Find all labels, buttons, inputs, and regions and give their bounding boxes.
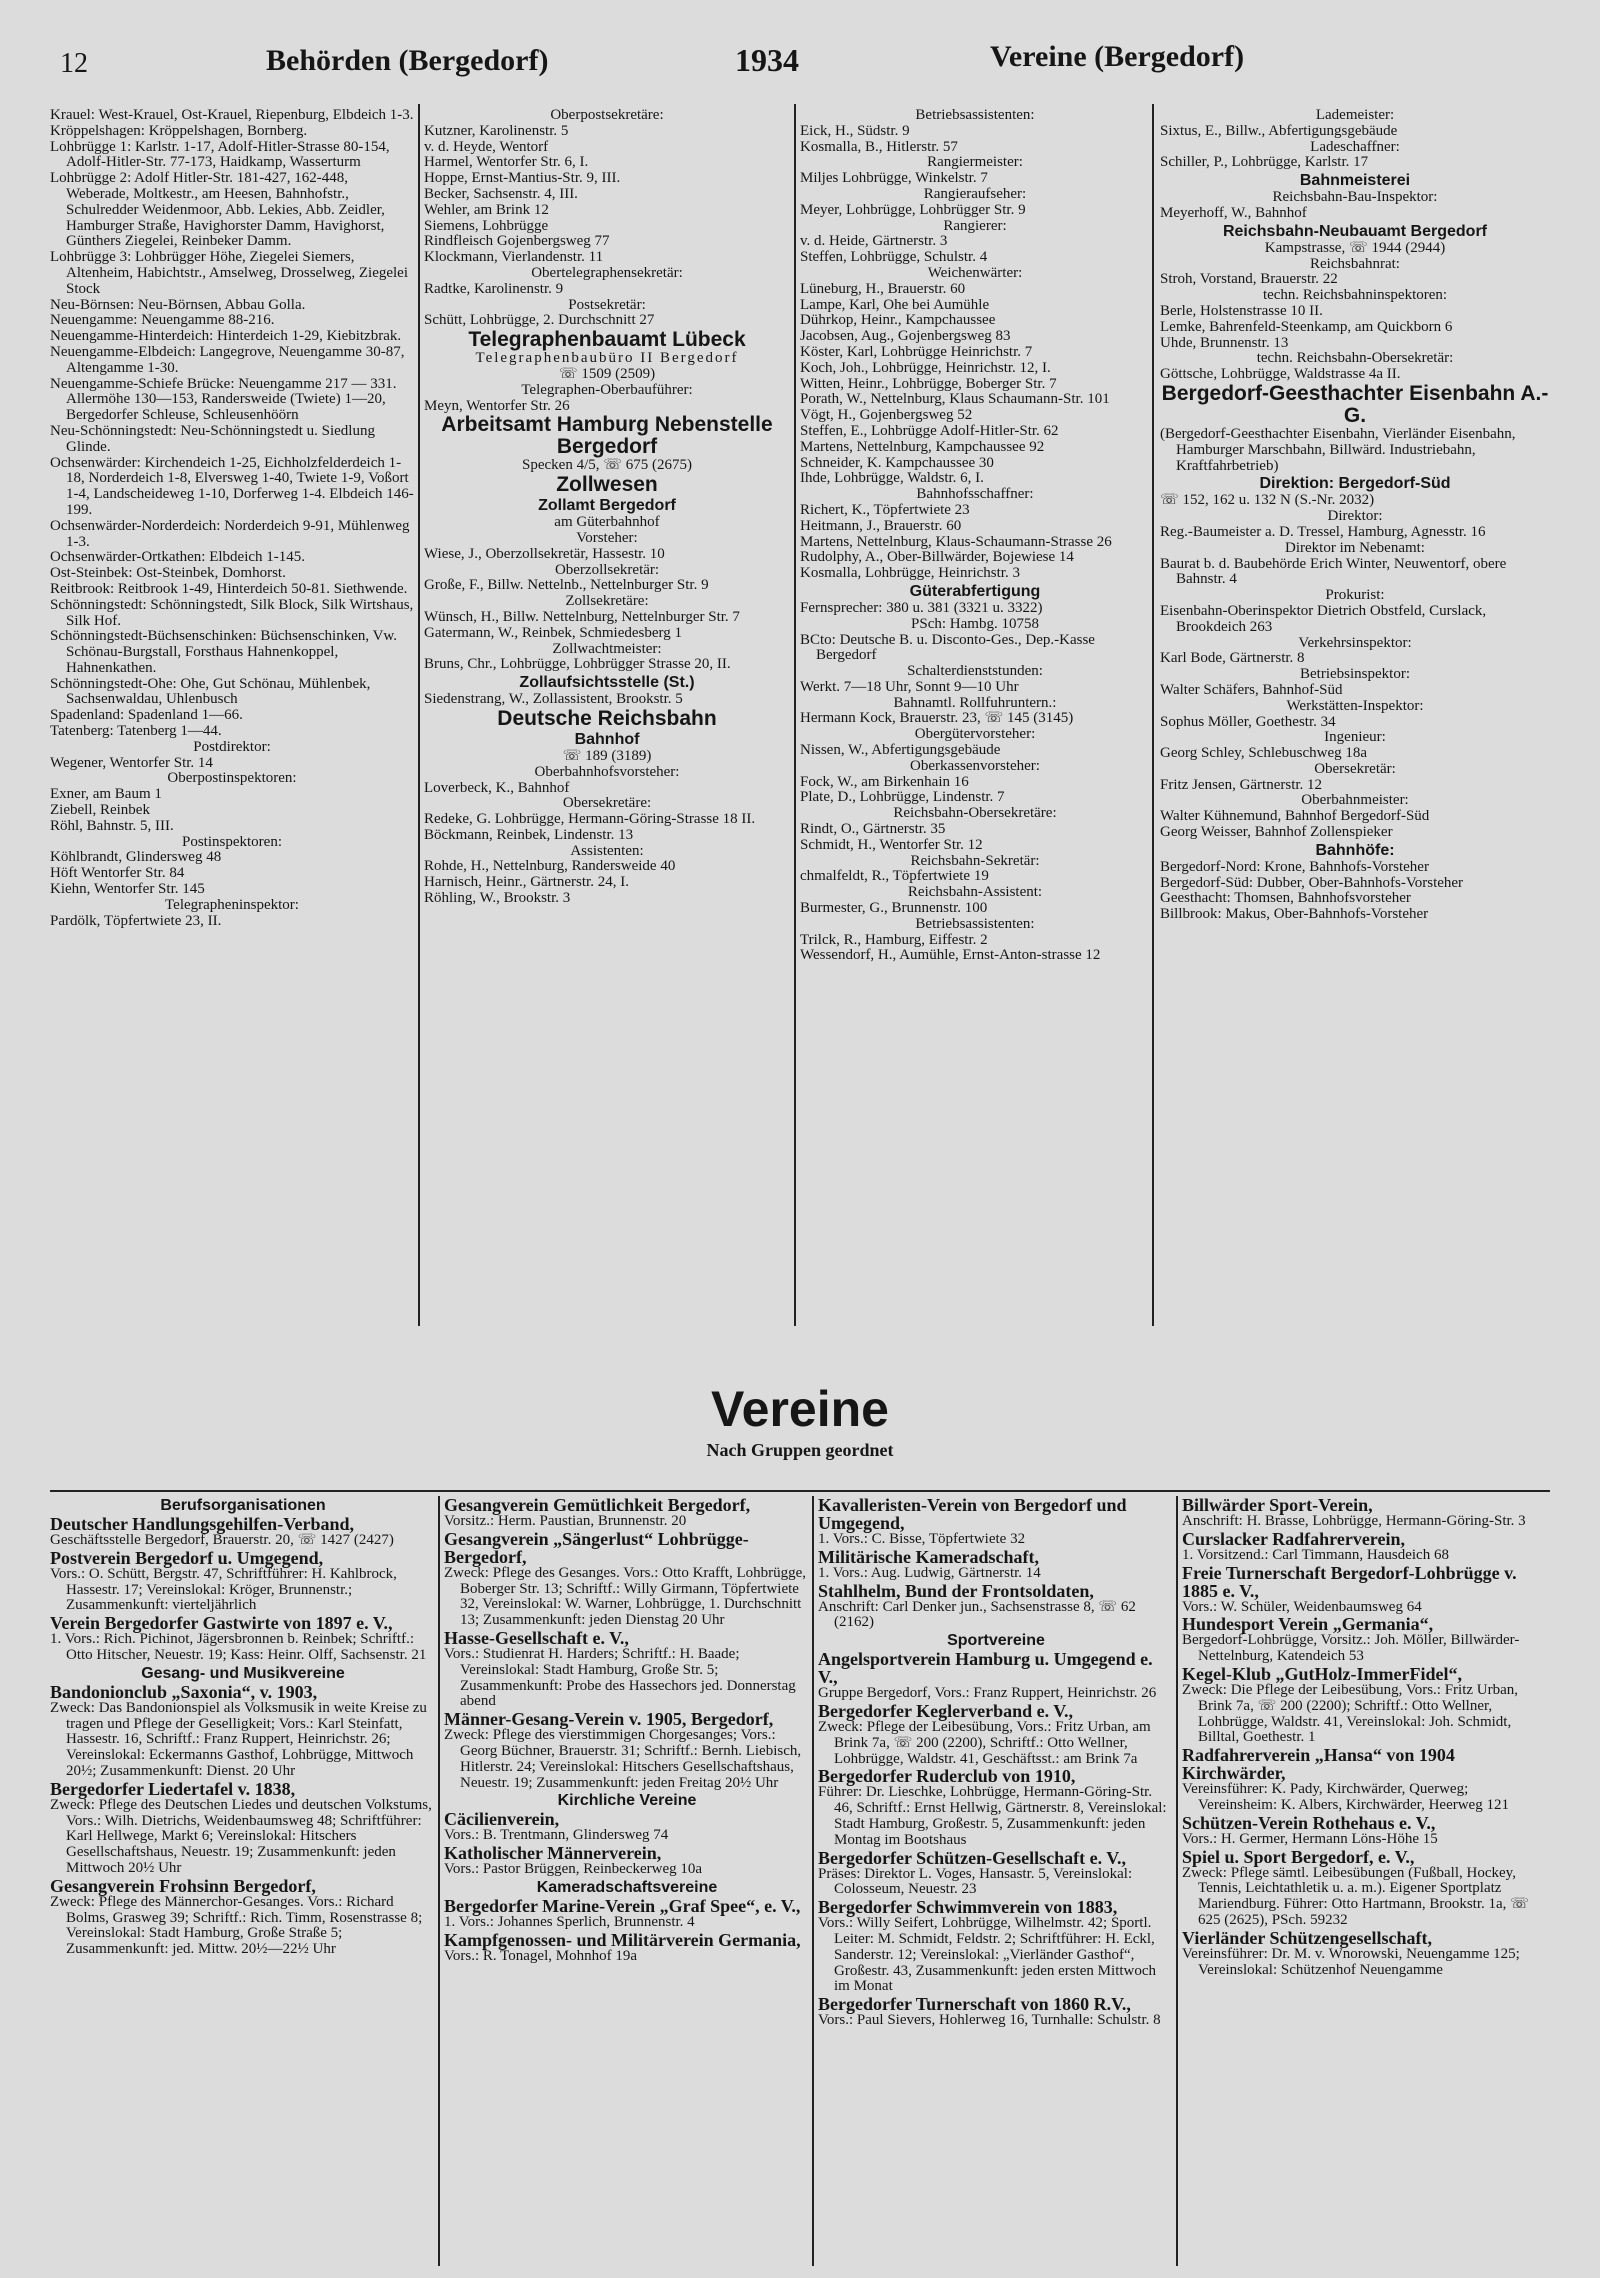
section-heading: Kameradschaftsvereine [536, 1878, 718, 1896]
page-number: 12 [60, 48, 88, 79]
entry: Radtke, Karolinenstr. 9 [424, 280, 564, 297]
section-heading: Zollamt Bergedorf [538, 497, 676, 515]
right-running-title: Vereine (Bergedorf) [990, 40, 1245, 73]
entry: Zweck: Das Bandonionspiel als Volksmusik in weite Kreise zu tragen und Pflege der Geselligkeit; Vors.: Karl Steinfatt, Hassestr. 16, Schriftf.: Franz Ruppert, Heinrichstr. 26; Vereinslokal: Eckermanns Gasthof, Lohbrügge, Mittwoch 20½; Zusammenkunft: Dienst. 20 Uhr [50, 1699, 427, 1779]
entry-name: Kavalleristen-Verein von Bergedorf und Umgegend, [818, 1496, 1127, 1533]
entry: Kosmalla, Lohbrügge, Heinrichstr. 3 [800, 565, 1020, 582]
entry-name: Gesangverein Gemütlichkeit Bergedorf, [444, 1496, 751, 1515]
entry: Vögt, H., Gojenbergsweg 52 [800, 407, 973, 424]
section-heading: Zollaufsichtsstelle (St.) [519, 674, 695, 692]
role-label: Ladeschaffner: [1310, 138, 1400, 155]
entry: v. d. Heide, Gärtnerstr. 3 [800, 233, 948, 250]
section-heading: Bahnmeisterei [1299, 172, 1411, 190]
role-label: ☏ 1509 (2509) [558, 365, 656, 382]
entry: Loverbeck, K., Bahnhof [424, 779, 570, 796]
column-3 [800, 108, 1150, 1338]
role-label: Bahnhofsschaffner: [916, 486, 1034, 503]
entry: Röhl, Bahnstr. 5, III. [50, 817, 174, 834]
role-label: Oberkassenvorsteher: [910, 757, 1040, 774]
entry-name: Bergedorfer Keglerverband e. V., [818, 1700, 1073, 1721]
entry: Reitbrook: Reitbrook 1-49, Hinterdeich 50-81. Siethwende. [50, 580, 408, 597]
entry: Bergedorf-Lohbrügge, Vorsitz.: Joh. Möller, Billwärder-Nettelnburg, Katendeich 53 [1182, 1632, 1520, 1665]
entry: Ochsenwärder-Ortkathen: Elbdeich 1-145. [50, 549, 306, 566]
entry: Schneider, K. Kampchaussee 30 [800, 454, 994, 471]
role-label: Reichsbahn-Obersekretäre: [893, 805, 1057, 822]
entry: Gruppe Bergedorf, Vors.: Franz Ruppert, Heinrichstr. 26 [818, 1685, 1157, 1702]
entry: Uhde, Brunnenstr. 13 [1160, 334, 1289, 351]
entry: Georg Schley, Schlebuschweg 18a [1160, 745, 1368, 762]
entry: Anschrift: H. Brasse, Lohbrügge, Hermann-Göring-Str. 3 [1182, 1513, 1526, 1529]
entry: BCto: Deutsche B. u. Disconto-Ges., Dep.-Kasse Bergedorf [800, 631, 1095, 664]
column-divider [418, 104, 420, 1326]
entry: Meyn, Wentorfer Str. 26 [424, 397, 570, 414]
entry: Vors.: H. Germer, Hermann Löns-Höhe 15 [1182, 1830, 1438, 1847]
entry: Ochsenwärder: Kirchendeich 1-25, Eichholzfelderdeich 1-18, Norderdeich 1-8, Elversweg 1-40, Twiete 1-9, Voßort 1-4, Landscheideweg 1-10, Dorferweg 1-4. Elbdeich 146-199. [50, 454, 414, 518]
entry: Lüneburg, H., Brauerstr. 60 [800, 280, 966, 297]
entry-name: Vierländer Schützengesellschaft, [1182, 1927, 1432, 1948]
role-label: Verkehrsinspektor: [1298, 634, 1412, 651]
vereine-column-1 [50, 1496, 436, 2266]
vereine-subtitle: Nach Gruppen geordnet [706, 1440, 894, 1460]
vereine-title: Vereine [711, 1381, 889, 1437]
role-label: Obergütervorsteher: [914, 726, 1036, 743]
entry: Baurat b. d. Baubehörde Erich Winter, Neuwentorf, obere Bahnstr. 4 [1160, 555, 1507, 588]
entry: Vors.: Studienrat H. Harders; Schriftf.: H. Baade; Vereinslokal: Stadt Hamburg, Große Str. 5; Zusammenkunft: Probe des Hassechors jed. Donnerstag abend [444, 1645, 796, 1710]
role-label: Schalterdienststunden: [907, 663, 1043, 680]
entry: (Bergedorf-Geesthachter Eisenbahn, Vierländer Eisenbahn, Hamburger Marschbahn, Billwärd. Industriebahn, Kraftfahrbetrieb) [1160, 425, 1516, 474]
entry: Neuengamme-Hinterdeich: Hinterdeich 1-29, Kiebitzbrak. [50, 328, 402, 345]
entry: Trilck, R., Hamburg, Eiffestr. 2 [800, 931, 988, 948]
entry-name: Curslacker Radfahrerverein, [1182, 1528, 1405, 1549]
role-label: am Güterbahnhof [554, 514, 660, 531]
role-label: ☏ 189 (3189) [562, 747, 652, 764]
entry: Neuengamme-Schiefe Brücke: Neuengamme 217 — 331. Allermöhe 130—153, Randersweide (Twiete) 1—20, Bergedorfer Schleuse, Schleusenhöörn [50, 375, 397, 424]
section-heading: Arbeitsamt Hamburg Nebenstelle Bergedorf [441, 413, 773, 459]
entry: Klockmann, Vierlandenstr. 11 [424, 249, 604, 266]
column-4 [1160, 108, 1550, 1338]
entry: Pardölk, Töpfertwiete 23, II. [50, 912, 222, 929]
entry: Martens, Nettelnburg, Kampchaussee 92 [800, 438, 1045, 455]
role-label: Werkstätten-Inspektor: [1286, 697, 1424, 714]
column-divider [438, 1496, 440, 2266]
entry: Reg.-Baumeister a. D. Tressel, Hamburg, Agnesstr. 16 [1160, 523, 1486, 540]
entry-name: Freie Turnerschaft Bergedorf-Lohbrügge v. 1885 e. V., [1182, 1562, 1517, 1601]
column-2 [424, 108, 790, 1338]
section-heading: Bahnhöfe: [1315, 841, 1395, 859]
entry: Vors.: Paul Sievers, Hohlerweg 16, Turnhalle: Schulstr. 8 [818, 2012, 1161, 2029]
entry: Nissen, W., Abfertigungsgebäude [800, 742, 1001, 759]
role-label: Obertelegraphensekretär: [531, 264, 683, 281]
left-running-title: Behörden (Bergedorf) [266, 44, 549, 77]
entry: Bergedorf-Süd: Dubber, Ober-Bahnhofs-Vorsteher [1160, 874, 1464, 891]
entry: Köhlbrandt, Glindersweg 48 [50, 849, 222, 866]
entry: Lampe, Karl, Ohe bei Aumühle [800, 296, 990, 313]
entry: Burmester, G., Brunnenstr. 100 [800, 900, 988, 917]
entry: Redeke, G. Lohbrügge, Hermann-Göring-Strasse 18 II. [424, 811, 756, 828]
vereine-column-2 [444, 1496, 810, 2266]
section-heading: Güterabfertigung [909, 582, 1041, 600]
role-label: Reichsbahn-Assistent: [907, 884, 1043, 901]
entry: Sophus Möller, Goethestr. 34 [1160, 713, 1336, 730]
entry: Vereinsführer: K. Pady, Kirchwärder, Querweg; Vereinsheim: K. Albers, Kirchwärder, Heerweg 121 [1182, 1781, 1509, 1813]
entry: Präses: Direktor L. Voges, Hansastr. 5, Vereinslokal: Colosseum, Neuestr. 23 [818, 1865, 1133, 1898]
entry: Karl Bode, Gärtnerstr. 8 [1160, 650, 1305, 667]
entry: 1. Vors.: Johannes Sperlich, Brunnenstr. 4 [444, 1913, 695, 1930]
entry: Berle, Holstenstrasse 10 II. [1160, 302, 1323, 319]
entry: Ihde, Lohbrügge, Waldstr. 6, I. [800, 470, 984, 487]
entry: Wehler, am Brink 12 [424, 201, 549, 218]
role-label: Direktor: [1327, 508, 1383, 525]
role-label: Oberbahnmeister: [1301, 792, 1409, 809]
entry: Wessendorf, H., Aumühle, Ernst-Anton-strasse 12 [800, 947, 1101, 964]
role-label: Betriebsassistenten: [915, 915, 1035, 932]
role-label: Vorsteher: [576, 529, 638, 546]
entry: Neuengamme: Neuengamme 88-216. [50, 312, 275, 329]
entry: Lohbrügge 3: Lohbrügger Höhe, Ziegelei Siemers, Altenheim, Habichtstr., Amselweg, Drosselweg, Ziegelei Stock [50, 249, 409, 297]
entry: 1. Vorsitzend.: Carl Timmann, Hausdeich 68 [1182, 1546, 1449, 1563]
role-label: Rangierer: [943, 217, 1007, 234]
section-heading: Reichsbahn-Neubauamt Bergedorf [1222, 222, 1488, 240]
entry-name: Cäcilienverein, [444, 1809, 560, 1830]
entry: Wünsch, H., Billw. Nettelnburg, Nettelnburger Str. 7 [424, 608, 740, 625]
entry: Zweck: Die Pflege der Leibesübung, Vors.: Fritz Urban, Brink 7a, ☏ 200 (2200); Schriftf.: Otto Wellner, Lohbrügge, Waldstr. 41, Vereinslokal: Joh. Schmidt, Billtal, Goethestr. 1 [1182, 1681, 1519, 1746]
entry-name: Bergedorfer Turnerschaft von 1860 R.V., [818, 1994, 1131, 2015]
entry: Zweck: Pflege des Gesanges. Vors.: Otto Krafft, Lohbrügge, Boberger Str. 13; Schriftf.: Willy Girmann, Töpfertwiete 32, Vereinslokal: W. Warner, Lohbrügge, 1. Durchschnitt 13; Zusammenkunft: jeden Dienstag 20 Uhr [444, 1564, 807, 1629]
entry: Zweck: Pflege des Deutschen Liedes und deutschen Volkstums, Vors.: Wilh. Dietrichs, Weidenbaumsweg 48; Schriftführer: Karl Hellwege, Markt 6; Vereinslokal: Hitschers Gesellschaftshaus, Neuestr. 19; Zusammenkunft: jeden Mittwoch 20½ Uhr [50, 1796, 432, 1876]
entry: Hermann Kock, Brauerstr. 23, ☏ 145 (3145) [800, 710, 1074, 727]
entry: Walter Kühnemund, Bahnhof Bergedorf-Süd [1160, 808, 1430, 825]
entry: Kröppelshagen: Kröppelshagen, Bornberg. [50, 122, 308, 139]
role-label: Rangiermeister: [927, 154, 1023, 171]
entry-name: Angelsportverein Hamburg u. Umgegend e. V., [818, 1649, 1153, 1688]
entry-name: Spiel u. Sport Bergedorf, e. V., [1182, 1846, 1415, 1867]
entry: Stroh, Vorstand, Brauerstr. 22 [1160, 271, 1338, 288]
entry-name: Schützen-Verein Rothehaus e. V., [1182, 1812, 1436, 1833]
entry: 1. Vors.: Rich. Pichinot, Jägersbronnen b. Reinbek; Schriftf.: Otto Hitscher, Neuestr. 19; Kass: Heinr. Olff, Sachsenstr. 21 [50, 1631, 427, 1663]
entry-name: Hundesport Verein „Germania“, [1182, 1614, 1434, 1635]
section-heading: Direktion: Bergedorf-Süd [1259, 475, 1451, 493]
entry: Rindfleisch Gojenbergsweg 77 [424, 233, 610, 250]
vereine-column-4 [1182, 1496, 1550, 2266]
entry: Werkt. 7—18 Uhr, Sonnt 9—10 Uhr [800, 678, 1019, 695]
entry: Harnisch, Heinr., Gärtnerstr. 24, I. [424, 874, 629, 891]
entry: Meyer, Lohbrügge, Lohbrügger Str. 9 [800, 201, 1026, 218]
entry: chmalfeldt, R., Töpfertwiete 19 [800, 868, 989, 885]
entry: Neu-Börnsen: Neu-Börnsen, Abbau Golla. [50, 296, 306, 313]
section-heading: Deutsche Reichsbahn [497, 706, 717, 730]
entry: Neu-Schönningstedt: Neu-Schönningstedt u. Siedlung Glinde. [50, 422, 375, 455]
role-label: Betriebsinspektor: [1300, 666, 1410, 683]
entry: Anschrift: Carl Denker jun., Sachsenstrasse 8, ☏ 62 (2162) [818, 1598, 1136, 1631]
entry: Sixtus, E., Billw., Abfertigungsgebäude [1160, 122, 1398, 139]
entry-name: Militärische Kameradschaft, [818, 1546, 1039, 1567]
role-label: Reichsbahn-Sekretär: [910, 852, 1040, 869]
role-label: Ingenieur: [1324, 729, 1386, 746]
entry-name: Kampfgenossen- und Militärverein Germania, [444, 1929, 801, 1950]
entry: Georg Weisser, Bahnhof Zollenspieker [1160, 824, 1393, 841]
entry: Bergedorf-Nord: Krone, Bahnhofs-Vorsteher [1160, 858, 1429, 875]
entry: Hoppe, Ernst-Mantius-Str. 9, III. [424, 170, 621, 187]
entry: Schmidt, H., Wentorfer Str. 12 [800, 836, 983, 853]
role-label: Telegraphen-Oberbauführer: [521, 381, 693, 398]
role-label: Telegraphenbaubüro II Bergedorf [475, 350, 739, 367]
entry-name: Billwärder Sport-Verein, [1182, 1496, 1373, 1515]
role-label: Oberpostsekretäre: [550, 108, 664, 123]
entry: Harmel, Wentorfer Str. 6, I. [424, 154, 589, 171]
year-heading: 1934 [735, 42, 799, 78]
role-label: Direktor im Nebenamt: [1285, 539, 1425, 556]
entry-name: Katholischer Männerverein, [444, 1843, 662, 1864]
entry: Richert, K., Töpfertwiete 23 [800, 501, 970, 518]
vereine-column-3 [818, 1496, 1174, 2266]
entry: Vereinsführer: Dr. M. v. Wnorowski, Neuengamme 125; Vereinslokal: Schützenhof Neuengamme [1182, 1945, 1520, 1978]
column-1 [50, 108, 414, 1338]
entry: Jacobsen, Aug., Gojenbergsweg 83 [800, 328, 1011, 345]
page-header [0, 36, 1600, 82]
role-label: Reichsbahn-Bau-Inspektor: [1272, 189, 1438, 206]
entry: Zweck: Pflege sämtl. Leibesübungen (Fußball, Hockey, Tennis, Leichtathletik u. a. m.). Eigener Sportplatz Mariendburg. Führer: Otto Hartmann, Brookstr. 1a, ☏ 625 (2625), PSch. 59232 [1182, 1864, 1529, 1928]
section-rule [50, 1490, 1550, 1492]
entry: Ochsenwärder-Norderdeich: Norderdeich 9-91, Mühlenweg 1-3. [50, 517, 410, 550]
entry: Krauel: West-Krauel, Ost-Krauel, Riepenburg, Elbdeich 1-3. [50, 108, 414, 123]
entry: Bruns, Chr., Lohbrügge, Lohbrügger Strasse 20, II. [424, 656, 731, 673]
entry: Dührkop, Heinr., Kampchaussee [800, 312, 996, 329]
entry: Rudolphy, A., Ober-Billwärder, Bojewiese 14 [800, 549, 1074, 566]
entry-name: Radfahrerverein „Hansa“ von 1904 Kirchwärder, [1182, 1745, 1455, 1784]
role-label: Oberpostinspektoren: [167, 770, 297, 787]
entry-name: Bergedorfer Liedertafel v. 1838, [50, 1778, 296, 1799]
entry-name: Hasse-Gesellschaft e. V., [444, 1627, 629, 1648]
entry: Siedenstrang, W., Zollassistent, Brookstr. 5 [424, 691, 683, 708]
column-divider [1176, 1496, 1178, 2266]
entry: 1. Vors.: Aug. Ludwig, Gärtnerstr. 14 [818, 1564, 1041, 1581]
entry: Schiller, P., Lohbrügge, Karlstr. 17 [1160, 154, 1369, 171]
entry: Kosmalla, B., Hitlerstr. 57 [800, 138, 958, 155]
section-heading: Gesang- und Musikvereine [141, 1664, 345, 1682]
entry-name: Verein Bergedorfer Gastwirte von 1897 e. V., [50, 1613, 393, 1634]
section-heading: Telegraphenbauamt Lübeck [468, 328, 746, 352]
entry: Gatermann, W., Reinbek, Schmiedesberg 1 [424, 624, 683, 641]
role-label: Specken 4/5, ☏ 675 (2675) [522, 457, 692, 474]
entry: Fock, W., am Birkenhain 16 [800, 773, 969, 790]
entry: Exner, am Baum 1 [50, 786, 162, 803]
role-label: Oberbahnhofsvorsteher: [534, 763, 680, 780]
entry: Schönningstedt-Ohe: Ohe, Gut Schönau, Mühlenbek, Sachsenwaldau, Uhlenbusch [50, 675, 371, 708]
entry-name: Bergedorfer Marine-Verein „Graf Spee“, e. V., [444, 1895, 801, 1916]
entry: ☏ 152, 162 u. 132 N (S.-Nr. 2032) [1160, 492, 1375, 509]
entry: Vors.: Pastor Brüggen, Reinbeckerweg 10a [444, 1861, 703, 1878]
entry-name: Bandonionclub „Saxonia“, v. 1903, [50, 1681, 318, 1702]
entry: Böckmann, Reinbek, Lindenstr. 13 [424, 826, 634, 843]
entry: Schönningstedt-Büchsenschinken: Büchsenschinken, Vw. Schönau-Burgstall, Forsthaus Hahnenkoppel, Hahnenkathen. [50, 628, 398, 676]
column-divider [812, 1496, 814, 2266]
section-heading: Bahnhof [574, 730, 640, 748]
entry: Tatenberg: Tatenberg 1—44. [50, 723, 222, 740]
entry: Lohbrügge 2: Adolf Hitler-Str. 181-427, 162-448, Weberade, Moltkestr., am Heesen, Bahnhofstr., Schulredder Weidenmoor, Abb. Lekies, Abb. Zeidler, Hamburger Straße, Havighorster Damm, Havighorst, Günthers Ziegelei, Reinbeker Damm. [50, 170, 385, 250]
entry: Walter Schäfers, Bahnhof-Süd [1160, 681, 1343, 698]
role-label: Obersekretär: [1314, 760, 1396, 777]
entry: Vors.: W. Schüler, Weidenbaumsweg 64 [1182, 1598, 1422, 1615]
role-label: Kampstrasse, ☏ 1944 (2944) [1264, 239, 1446, 256]
role-label: techn. Reichsbahninspektoren: [1262, 287, 1448, 304]
column-divider [794, 104, 796, 1326]
entry: Billbrook: Makus, Ober-Bahnhofs-Vorsteher [1160, 906, 1429, 923]
role-label: Zollsekretäre: [565, 593, 649, 610]
entry: Plate, D., Lohbrügge, Lindenstr. 7 [800, 789, 1005, 806]
entry-name: Männer-Gesang-Verein v. 1905, Bergedorf, [444, 1709, 774, 1730]
role-label: Reichsbahnrat: [1310, 255, 1400, 272]
entry: Vors.: O. Schütt, Bergstr. 47, Schriftführer: H. Kahlbrock, Hassestr. 17; Vereinslokal: Kröger, Brunnenstr.; Zusammenkunft: vierteljährlich [50, 1565, 397, 1614]
entry: Steffen, Lohbrügge, Schulstr. 4 [800, 249, 988, 266]
entry: Meyerhoff, W., Bahnhof [1160, 204, 1307, 221]
role-label: Postinspektoren: [182, 833, 282, 850]
entry: Kutzner, Karolinenstr. 5 [424, 122, 569, 139]
entry: Eisenbahn-Oberinspektor Dietrich Obstfeld, Curslack, Brookdeich 263 [1160, 602, 1487, 635]
entry: Martens, Nettelnburg, Klaus-Schaumann-Strasse 26 [800, 533, 1112, 550]
entry: Vors.: Willy Seifert, Lohbrügge, Wilhelmstr. 42; Sportl. Leiter: M. Schmidt, Feldstr. 2; Schriftführer: H. Eckl, Sanderstr. 12; Vereinslokal: „Vierländer Gasthof“, Großestr. 43, Zusammenkunft: jeden ersten Mittwoch im Monat [818, 1915, 1157, 1995]
entry: Heitmann, J., Brauerstr. 60 [800, 517, 962, 534]
entry: Kiehn, Wentorfer Str. 145 [50, 881, 205, 898]
entry-name: Gesangverein „Sängerlust“ Lohbrügge-Bergedorf, [444, 1528, 749, 1567]
entry: Fritz Jensen, Gärtnerstr. 12 [1160, 776, 1323, 793]
entry: Höft Wentorfer Str. 84 [50, 865, 185, 882]
entry: Zweck: Pflege des vierstimmigen Chorgesanges; Vors.: Georg Büchner, Brauerstr. 31; Schriftf.: Bernh. Liebisch, Hitlerstr. 24; Vereinslokal: Hitschers Gesellschaftshaus, Neuestr. 19; Zusammenkunft: jeden Freitag 20½ Uhr [444, 1727, 802, 1791]
entry: Zweck: Pflege der Leibesübung, Vors.: Fritz Urban, am Brink 7a, ☏ 200 (2200), Schriftf.: Otto Wellner, Lohbrügge, Waldstr. 41, Geschäftsst.: am Brink 7a [818, 1718, 1151, 1767]
entry: Wegener, Wentorfer Str. 14 [50, 754, 213, 771]
entry: Große, F., Billw. Nettelnb., Nettelnburger Str. 9 [424, 577, 709, 594]
role-label: Rangieraufseher: [923, 185, 1027, 202]
role-label: Telegrapheninspektor: [165, 896, 299, 913]
entry: Rohde, H., Nettelnburg, Randersweide 40 [424, 858, 676, 875]
entry: Köster, Karl, Lohbrügge Heinrichstr. 7 [800, 343, 1033, 360]
entry: v. d. Heyde, Wentorf [424, 138, 549, 155]
role-label: Betriebsassistenten: [915, 108, 1035, 123]
role-label: Bahnamtl. Rollfuhruntern.: [893, 694, 1057, 711]
role-label: Weichenwärter: [927, 264, 1023, 281]
entry: Rindt, O., Gärtnerstr. 35 [800, 821, 946, 838]
entry: Vorsitz.: Herm. Paustian, Brunnenstr. 20 [444, 1513, 687, 1529]
entry: Vors.: B. Trentmann, Glindersweg 74 [444, 1827, 669, 1844]
role-label: techn. Reichsbahn-Obersekretär: [1256, 350, 1454, 367]
entry: Eick, H., Südstr. 9 [800, 122, 910, 139]
section-heading: Bergedorf-Geesthachter Eisenbahn A.-G. [1161, 381, 1549, 427]
role-label: PSch: Hambg. 10758 [911, 615, 1039, 632]
entry: Lemke, Bahrenfeld-Steenkamp, am Quickborn 6 [1160, 318, 1453, 335]
role-label: Assistenten: [570, 842, 644, 859]
entry-name: Postverein Bergedorf u. Umgegend, [50, 1547, 324, 1568]
entry-name: Stahlhelm, Bund der Frontsoldaten, [818, 1580, 1094, 1601]
entry: Steffen, E., Lohbrügge Adolf-Hitler-Str. 62 [800, 422, 1059, 439]
entry-name: Gesangverein Frohsinn Bergedorf, [50, 1875, 316, 1896]
entry: Schönningstedt: Schönningstedt, Silk Block, Silk Wirtshaus, Silk Hof. [50, 596, 414, 629]
section-heading: Zollwesen [556, 473, 658, 497]
role-label: Prokurist: [1325, 587, 1385, 604]
entry-name: Bergedorfer Schützen-Gesellschaft e. V., [818, 1847, 1126, 1868]
entry: Siemens, Lohbrügge [424, 217, 549, 234]
section-heading: Berufsorganisationen [160, 1497, 326, 1514]
entry: Spadenland: Spadenland 1—66. [50, 707, 243, 724]
entry: Führer: Dr. Lieschke, Lohbrügge, Hermann-Göring-Str. 46, Schriftf.: Ernst Hellwig, Gärtnerstr. 8, Vereinslokal: Stadt Hamburg, Großestr. 5, Zusammenkunft: jeden Montag im Bootshaus [818, 1784, 1167, 1848]
entry: Ziebell, Reinbek [50, 802, 150, 819]
entry: Geesthacht: Thomsen, Bahnhofsvorsteher [1160, 890, 1411, 907]
entry: Göttsche, Lohbrügge, Waldstrasse 4a II. [1160, 366, 1401, 383]
entry: Neuengamme-Elbdeich: Langegrove, Neuengamme 30-87, Altengamme 1-30. [50, 343, 405, 376]
entry: Koch, Joh., Lohbrügge, Heinrichstr. 12, I. [800, 359, 1051, 376]
role-label: Oberzollsekretär: [554, 561, 660, 578]
entry: Miljes Lohbrügge, Winkelstr. 7 [800, 170, 988, 187]
role-label: Postsekretär: [568, 296, 646, 313]
role-label: Zollwachtmeister: [552, 640, 662, 657]
section-heading: Sportvereine [947, 1632, 1045, 1650]
entry: Geschäftsstelle Bergedorf, Brauerstr. 20, ☏ 1427 (2427) [50, 1532, 394, 1548]
entry: 1. Vors.: C. Bisse, Töpfertwiete 32 [818, 1531, 1026, 1547]
role-label: Lademeister: [1315, 108, 1395, 123]
section-heading: Kirchliche Vereine [557, 1792, 697, 1810]
entry: Fernsprecher: 380 u. 381 (3321 u. 3322) [800, 599, 1043, 616]
entry: Röhling, W., Brookstr. 3 [424, 890, 571, 907]
entry: Lohbrügge 1: Karlstr. 1-17, Adolf-Hitler-Strasse 80-154, Adolf-Hitler-Str. 77-173, Haidkamp, Wasserturm [50, 138, 390, 171]
entry: Wiese, J., Oberzollsekretär, Hassestr. 10 [424, 545, 665, 562]
entry: Schütt, Lohbrügge, 2. Durchschnitt 27 [424, 312, 655, 329]
entry-name: Bergedorfer Schwimmverein von 1883, [818, 1897, 1118, 1918]
entry-name: Bergedorfer Ruderclub von 1910, [818, 1766, 1076, 1787]
role-label: Postdirektor: [193, 738, 271, 755]
entry: Becker, Sachsenstr. 4, III. [424, 185, 578, 202]
entry: Witten, Heinr., Lohbrügge, Boberger Str. 7 [800, 375, 1057, 392]
entry: Zweck: Pflege des Männerchor-Gesanges. Vors.: Richard Bolms, Grasweg 39; Schriftf.: Rich. Timm, Rosenstrasse 8; Vereinslokal: Stadt Hamburg, Große Straße 5; Zusammenkunft: jed. Mittw. 20½—22½ Uhr [50, 1893, 423, 1958]
entry: Porath, W., Nettelnburg, Klaus Schaumann-Str. 101 [800, 391, 1110, 408]
entry: Vors.: R. Tonagel, Mohnhof 19a [444, 1947, 637, 1964]
column-divider [1152, 104, 1154, 1326]
entry: Ost-Steinbek: Ost-Steinbek, Domhorst. [50, 565, 286, 582]
entry-name: Kegel-Klub „GutHolz-ImmerFidel“, [1182, 1663, 1462, 1684]
entry-name: Deutscher Handlungsgehilfen-Verband, [50, 1514, 355, 1534]
role-label: Obersekretäre: [562, 795, 652, 812]
